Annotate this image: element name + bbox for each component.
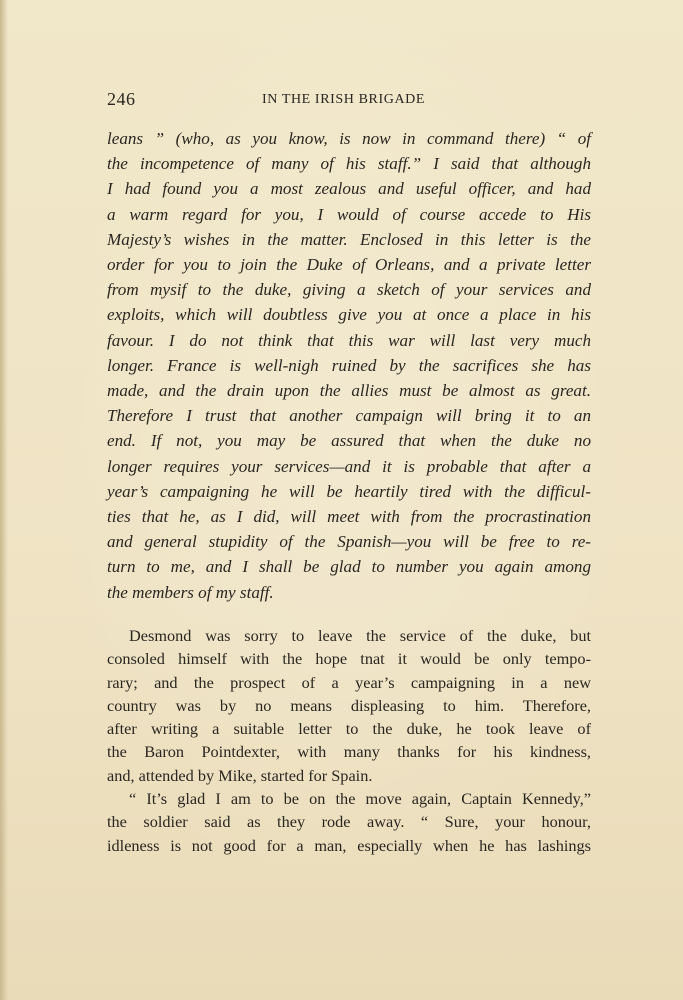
paragraph-line: after writing a suitable letter to the duke, he took leave of [107, 719, 591, 739]
running-head: IN THE IRISH BRIGADE [262, 92, 426, 107]
paragraph-line: idleness is not good for a man, especially when he has lashings [107, 835, 591, 855]
letter-line: the members of my staff. [107, 582, 274, 602]
letter-line: the incompetence of many of his staff.” I said that although [107, 154, 591, 174]
paragraph-line: the soldier said as they rode away. “ Sure, your honour, [107, 812, 591, 832]
letter-line: made, and the drain upon the allies must be almost as great. [107, 381, 591, 401]
letter-line: Therefore I trust that another campaign will bring it to an [107, 406, 591, 426]
letter-line: year’s campaigning he will be heartily tired with the difficul- [107, 481, 591, 501]
letter-line: favour. I do not think that this war will last very much [107, 330, 591, 350]
letter-line: longer. France is well-nigh ruined by the sacrifices she has [107, 355, 591, 375]
page-header [107, 89, 591, 113]
letter-line: exploits, which will doubtless give you at once a place in his [107, 305, 591, 325]
page-number: 246 [107, 89, 136, 109]
narrative-text [107, 624, 591, 857]
letter-line: and general stupidity of the Spanish—you will be free to re- [107, 532, 591, 552]
letter-line: from mysif to the duke, giving a sketch of your services and [107, 280, 591, 300]
letter-excerpt [107, 126, 591, 605]
letter-line: turn to me, and I shall be glad to number you again among [107, 557, 591, 577]
letter-line: ties that he, as I did, will meet with from the procrastination [107, 507, 591, 527]
page-edge-shadow [0, 0, 8, 1000]
paragraph-line: the Baron Pointdexter, with many thanks for his kindness, [107, 742, 591, 762]
paragraph-line: and, attended by Mike, started for Spain. [107, 765, 373, 785]
letter-line: end. If not, you may be assured that when the duke no [107, 431, 591, 451]
paragraph-line: Desmond was sorry to leave the service of the duke, but [129, 626, 591, 645]
letter-line: order for you to join the Duke of Orleans, and a private letter [107, 255, 591, 275]
letter-line: a warm regard for you, I would of course accede to His [107, 204, 591, 224]
letter-line: leans ” (who, as you know, is now in command there) “ of [107, 129, 591, 148]
paragraph-line: country was by no means displeasing to him. Therefore, [107, 695, 591, 715]
letter-line: I had found you a most zealous and useful officer, and had [107, 179, 591, 199]
letter-line: Majesty’s wishes in the matter. Enclosed in this letter is the [107, 229, 591, 249]
paragraph-line: rary; and the prospect of a year’s campaigning in a new [107, 672, 591, 692]
paragraph-line: consoled himself with the hope tnat it would be only tempo- [107, 649, 591, 669]
letter-line: longer requires your services—and it is probable that after a [107, 456, 591, 476]
paragraph-line: “ It’s glad I am to be on the move again, Captain Kennedy,” [129, 789, 591, 809]
